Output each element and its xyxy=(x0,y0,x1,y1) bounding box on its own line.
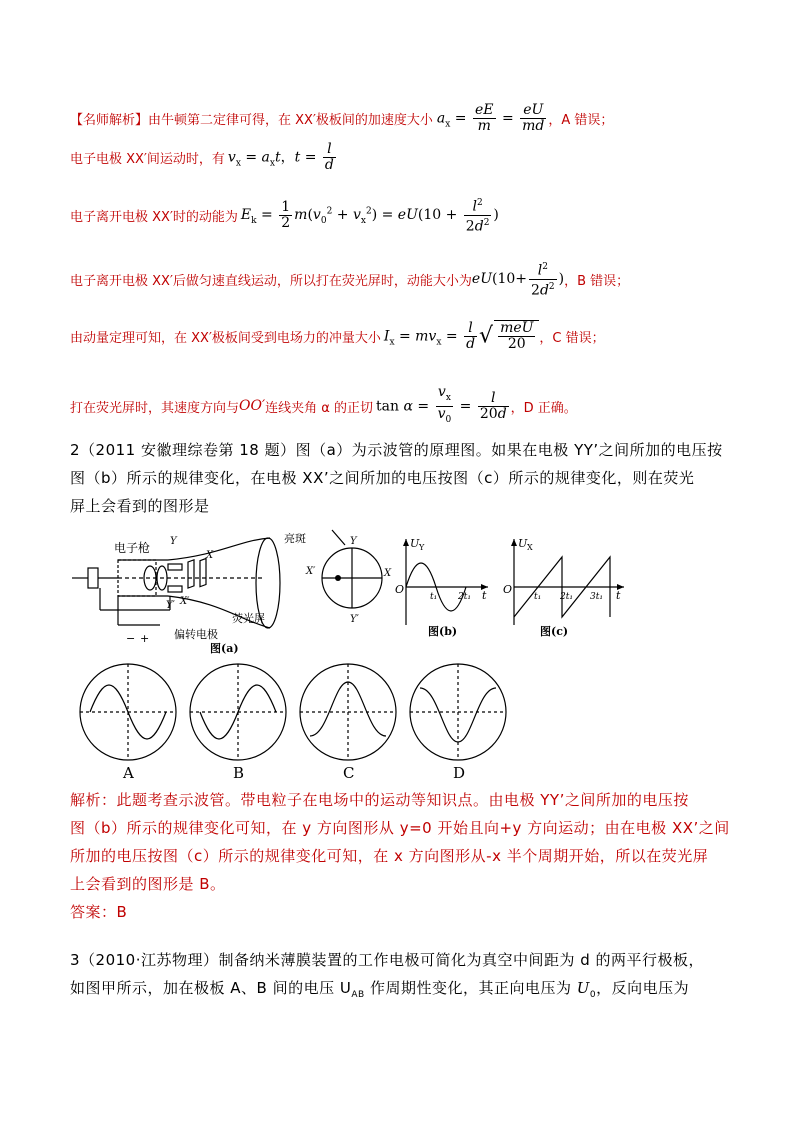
q2-answer: 答案：B xyxy=(70,903,128,921)
label-minus: − xyxy=(126,632,136,645)
q2-explanation-line-3: 所加的电压按图（c）所示的规律变化可知，在 x 方向图形从-x 半个周期开始，所以在荧光屏 xyxy=(70,847,709,865)
formula-screen-energy: eU(10+ $\frac{l^2}{2d^2}$ ) xyxy=(471,262,565,299)
fig-c-origin: O xyxy=(503,583,513,596)
analysis-line-4-tail: ，B 错误； xyxy=(564,273,630,289)
svg-text:Y: Y xyxy=(170,536,177,547)
formula-kinetic-energy: $E_k$ = $\frac{1}{2}$ $m(v_0^2 + v_x^2) = eU(10$ + $\frac{l^2}{2d^2}$ ) xyxy=(240,198,499,235)
option-a-label: A xyxy=(123,764,134,782)
figure-b-uy-graph xyxy=(392,535,492,640)
analysis-line-6-text-a: 打在荧光屏时，其速度方向与 xyxy=(70,400,240,416)
caption-fig-a: 图(a) xyxy=(210,642,239,655)
fig-b-axis-sub: Y xyxy=(419,543,425,552)
q2-stem xyxy=(70,436,730,520)
fig-c-t1: t₁ xyxy=(534,592,542,602)
fig-c-t: t xyxy=(616,589,621,602)
label-screen: 荧光屏 xyxy=(232,612,265,625)
svg-text:X′: X′ xyxy=(306,566,316,577)
label-deflect: 偏转电极 xyxy=(174,628,218,641)
formula-impulse: $I_x = mv_x$ = $\frac{l}{d}$ √ $\frac{\text{meU}}{20}$ xyxy=(384,320,540,352)
analysis-tag: 【名师解析】 xyxy=(70,113,149,128)
analysis-line-1-text: 由牛顿第二定律可得，在 XX′极板间的加速度大小 xyxy=(148,113,433,128)
analysis-line-5-text: 由动量定理可知，在 XX′极板间受到电场力的冲量大小 xyxy=(70,330,381,346)
q3-u0: U xyxy=(576,979,590,997)
analysis-line-6-text-b: 连线夹角 α 的正切 xyxy=(265,400,373,416)
option-c-label: C xyxy=(343,764,355,782)
option-d-label: D xyxy=(453,764,466,782)
q3-stem-line-2 xyxy=(70,974,730,1009)
analysis-line-6-tail: ，D 正确。 xyxy=(510,400,577,416)
q3-stem-line-1: 3（2010·江苏物理）制备纳米薄膜装置的工作电极可简化为真空中间距为 d 的两平行极板， xyxy=(70,951,705,969)
q2-stem-line-2: 图（b）所示的规律变化，在电极 XX’之间所加的电压按图（c）所示的规律变化，则在荧光 xyxy=(70,469,695,487)
q2-stem-line-3: 屏上会看到的图形是 xyxy=(70,497,210,515)
analysis-line-6 xyxy=(70,385,577,428)
fig-c-3t1: 3t₁ xyxy=(590,592,603,602)
q3-stem-line-2-text: 如图甲所示，加在极板 A、B 间的电压 U xyxy=(70,979,352,997)
fig-c-axis-label: U xyxy=(518,537,528,550)
svg-text:X: X xyxy=(206,550,214,561)
analysis-line-5-tail: ，C 错误； xyxy=(539,330,605,346)
q3-uab-sub: AB xyxy=(351,990,365,1000)
label-electron-gun: 电子枪 xyxy=(114,541,151,555)
svg-text:X: X xyxy=(384,568,392,579)
fig-b-t1: t₁ xyxy=(430,592,438,602)
fig-b-axis-label: U xyxy=(410,537,420,550)
analysis-line-3 xyxy=(70,196,499,234)
analysis-line-5 xyxy=(70,320,605,352)
caption-fig-b: 图(b) xyxy=(428,625,458,638)
fig-b-origin: O xyxy=(395,583,405,596)
q3-stem-line-2-end: ，反向电压为 xyxy=(596,979,690,997)
q2-explanation-line-1: 解析：此题考查示波管。带电粒子在电场中的运动等知识点。由电极 YY’之间所加的电压按 xyxy=(70,791,689,809)
svg-text:Y′: Y′ xyxy=(166,600,175,611)
svg-text:X′: X′ xyxy=(180,596,190,607)
q3-stem xyxy=(70,946,730,1009)
fig-c-2t1: 2t₁ xyxy=(560,592,573,602)
analysis-line-4 xyxy=(70,260,629,298)
analysis-line-4-text: 电子离开电极 XX′后做匀速直线运动，所以打在荧光屏时，动能大小为 xyxy=(70,273,472,289)
analysis-line-2 xyxy=(70,142,338,173)
formula-tangent: tan α = $\frac{v_x}{v_0}$ = $\frac{l}{20d}$ xyxy=(376,384,507,425)
fig-c-axis-sub: X xyxy=(527,543,533,552)
fig-b-t: t xyxy=(482,589,487,602)
figure-c-ux-graph xyxy=(500,535,628,640)
option-b-label: B xyxy=(233,764,245,782)
figure-a-oscilloscope xyxy=(70,530,390,655)
analysis-line-3-text: 电子离开电极 XX′时的动能为 xyxy=(70,209,238,225)
formula-acceleration: $a_x$ = $\frac{eE}{m}$ = $\frac{eU}{md}$ xyxy=(436,102,545,134)
answer-options xyxy=(76,662,516,780)
label-plus: + xyxy=(140,632,150,645)
caption-fig-c: 图(c) xyxy=(540,625,569,638)
q3-stem-line-2-tail: 作周期性变化，其正向电压为 xyxy=(364,979,577,997)
q2-explanation-line-2: 图（b）所示的规律变化可知，在 y 方向图形从 y=0 开始且向+y 方向运动；由在电极 XX’之间 xyxy=(70,819,730,837)
q2-explanation-line-4: 上会看到的图形是 B。 xyxy=(70,875,226,893)
analysis-line-2-text: 电子电极 XX′间运动时，有 xyxy=(70,152,225,167)
fig-b-2t1: 2t₁ xyxy=(458,592,471,602)
analysis-line-6-oo: OO′ xyxy=(239,398,266,415)
formula-velocity: $v_x = a_xt$，t = $\frac{l}{d}$ xyxy=(227,141,334,173)
label-spot: 亮斑 xyxy=(284,532,306,545)
q2-explanation xyxy=(70,786,730,926)
svg-text:Y′: Y′ xyxy=(350,614,359,625)
svg-text:Y: Y xyxy=(350,536,357,547)
q2-stem-line-1: 2（2011 安徽理综卷第 18 题）图（a）为示波管的原理图。如果在电极 YY’之间所加的电压按 xyxy=(70,441,723,459)
analysis-line-1 xyxy=(70,103,613,134)
q3-u0-sub: 0 xyxy=(589,990,597,1000)
analysis-line-1-tail: ，A 错误； xyxy=(548,113,614,128)
